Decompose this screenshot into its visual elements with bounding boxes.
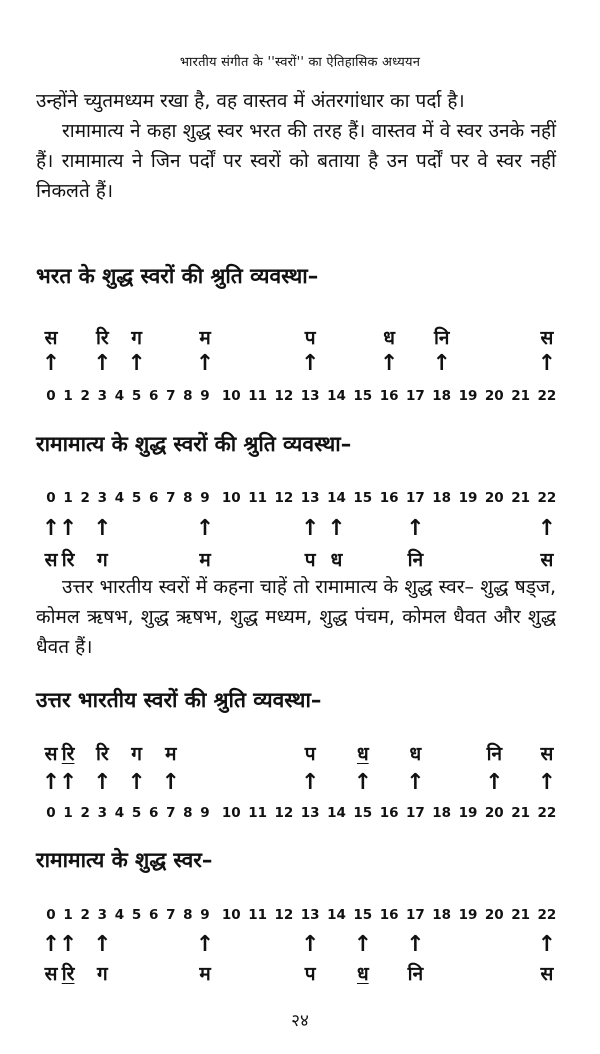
uttar-arrow-row: [0, 770, 600, 800]
ramamatya-final-swara-label: ध: [356, 963, 369, 985]
uttar-shruti-number: 15: [353, 805, 373, 821]
up-arrow-icon: ↑: [41, 770, 61, 795]
ramamatya-final-shruti-number: 15: [353, 907, 373, 923]
up-arrow-icon: ↑: [195, 351, 215, 376]
uttar-shruti-number: 14: [327, 805, 346, 821]
uttar-swara-label: म: [165, 743, 177, 765]
bharat-shruti-number: 14: [327, 388, 346, 404]
bharat-shruti-number: 4: [114, 388, 125, 404]
bharat-swara-label: नि: [433, 327, 450, 349]
ramamatya-final-shruti-number: 5: [131, 907, 142, 923]
ramamatya-final-shruti-number: 13: [300, 907, 320, 923]
ramamatya-shruti-number: 0: [46, 490, 56, 506]
uttar-swara-row: [0, 740, 600, 770]
bharat-shruti-number: 19: [458, 388, 478, 404]
up-arrow-icon: ↑: [300, 932, 320, 957]
ramamatya-final-shruti-number: 20: [484, 907, 504, 923]
up-arrow-icon: ↑: [195, 932, 215, 957]
ramamatya-swara-label: ध: [330, 549, 343, 571]
uttar-shruti-number: 10: [221, 805, 241, 821]
heading-bharat-shruti: भरत के शुद्ध स्वरों की श्रुति व्यवस्था–: [36, 264, 319, 288]
ramamatya-shruti-number: 13: [300, 490, 320, 506]
bharat-shruti-number: 13: [300, 388, 320, 404]
paragraph-3: [36, 572, 556, 662]
uttar-shruti-number: 16: [379, 805, 399, 821]
paragraph-1-text: उन्होंने च्युतमध्यम रखा है, वह वास्तव में अंतरगांधार का पर्दा है।: [36, 90, 465, 112]
up-arrow-icon: ↑: [161, 770, 180, 795]
ramamatya-swara-label: नि: [407, 549, 424, 571]
paragraph-3-text: उत्तर भारतीय स्वरों में कहना चाहें तो रामामात्य के शुद्ध स्वर– शुद्ध षड्ज, कोमल ऋषभ, शुद्ध ऋषभ, शुद्ध मध्यम, शुद्ध पंचम, कोमल धैवत और शुद्ध धैवत हैं।: [36, 576, 556, 658]
bharat-shruti-number: 12: [274, 388, 294, 404]
bharat-shruti-number: 8: [183, 388, 193, 404]
uttar-shruti-number: 19: [458, 805, 478, 821]
bharat-swara-label: स: [540, 327, 554, 349]
ramamatya-shruti-number: 5: [131, 490, 142, 506]
up-arrow-icon: ↑: [537, 351, 557, 376]
ramamatya-final-shruti-number: 0: [46, 907, 56, 923]
bharat-swara-label: रि: [95, 327, 109, 349]
up-arrow-icon: ↑: [127, 351, 146, 376]
bharat-shruti-number: 21: [511, 388, 530, 404]
uttar-shruti-number: 6: [148, 805, 159, 821]
ramamatya-shruti-number: 2: [80, 490, 90, 506]
up-arrow-icon: ↑: [327, 516, 346, 541]
bharat-shruti-number: 1: [63, 388, 73, 404]
bharat-shruti-number: 6: [148, 388, 159, 404]
bharat-shruti-number: 11: [248, 388, 267, 404]
uttar-shruti-number: 20: [484, 805, 504, 821]
up-arrow-icon: ↑: [406, 770, 425, 795]
ramamatya-final-shruti-number: 19: [458, 907, 478, 923]
uttar-swara-label: स: [540, 743, 554, 765]
uttar-swara-label: रि: [61, 743, 75, 765]
ramamatya-final-shruti-number: 16: [379, 907, 399, 923]
ramamatya-swara-label: स: [44, 549, 58, 571]
uttar-shruti-number: 2: [80, 805, 90, 821]
ramamatya-final-shruti-number: 12: [274, 907, 294, 923]
ramamatya-final-shruti-number: 4: [114, 907, 125, 923]
ramamatya-shruti-number: 16: [379, 490, 399, 506]
uttar-shruti-number: 12: [274, 805, 294, 821]
uttar-swara-label: ग: [131, 743, 142, 765]
running-header: भारतीय संगीत के ''स्वरों'' का ऐतिहासिक अध्ययन: [179, 55, 421, 70]
up-arrow-icon: ↑: [41, 351, 61, 376]
ramamatya-shruti-number: 18: [432, 490, 452, 506]
bharat-shruti-number: 17: [405, 388, 425, 404]
up-arrow-icon: ↑: [93, 770, 112, 795]
ramamatya-final-swara-label: नि: [407, 963, 424, 985]
ramamatya-final-swara-label: रि: [61, 963, 75, 985]
ramamatya-final-shruti-number: 9: [200, 907, 210, 923]
bharat-swara-row: [0, 324, 600, 354]
heading-ramamatya-shruti: रामामात्य के शुद्ध स्वरों की श्रुति व्यवस्था–: [36, 432, 352, 456]
ramamatya-final-shruti-number: 3: [97, 907, 108, 923]
ramamatya-final-swara-label: स: [44, 963, 58, 985]
ramamatya-shruti-number: 6: [148, 490, 159, 506]
ramamatya-shruti-number: 21: [511, 490, 530, 506]
up-arrow-icon: ↑: [485, 770, 504, 795]
ramamatya-final-shruti-number: 22: [537, 907, 557, 923]
up-arrow-icon: ↑: [41, 516, 61, 541]
bharat-shruti-number: 2: [80, 388, 90, 404]
ramamatya-shruti-number: 11: [248, 490, 267, 506]
ramamatya-shruti-number: 8: [183, 490, 193, 506]
up-arrow-icon: ↑: [93, 351, 112, 376]
ramamatya-final-shruti-number: 21: [511, 907, 530, 923]
ramamatya-shruti-number: 7: [166, 490, 176, 506]
up-arrow-icon: ↑: [195, 516, 215, 541]
uttar-swara-label: प: [304, 743, 316, 765]
up-arrow-icon: ↑: [432, 351, 451, 376]
ramamatya-shruti-number: 3: [97, 490, 108, 506]
bharat-shruti-number: 10: [221, 388, 241, 404]
ramamatya-final-shruti-number: 11: [248, 907, 267, 923]
page-number: २४: [291, 1011, 309, 1031]
heading-ramamatya-swara: रामामात्य के शुद्ध स्वर–: [36, 848, 213, 872]
bharat-swara-label: म: [199, 327, 211, 349]
uttar-shruti-number: 7: [166, 805, 176, 821]
uttar-shruti-number: 0: [46, 805, 56, 821]
heading-uttar-shruti: उत्तर भारतीय स्वरों की श्रुति व्यवस्था–: [36, 688, 322, 712]
bharat-arrow-row: [0, 351, 600, 381]
bharat-shruti-number: 5: [131, 388, 142, 404]
bharat-shruti-number: 3: [97, 388, 108, 404]
uttar-swara-label: स: [44, 743, 58, 765]
ramamatya-shruti-number: 4: [114, 490, 125, 506]
up-arrow-icon: ↑: [58, 932, 78, 957]
ramamatya-shruti-number: 1: [63, 490, 73, 506]
uttar-shruti-number: 5: [131, 805, 142, 821]
bharat-shruti-number: 0: [46, 388, 56, 404]
uttar-swara-label: ध: [409, 743, 422, 765]
bharat-number-row: [0, 388, 600, 418]
bharat-shruti-number: 18: [432, 388, 452, 404]
ramamatya-final-shruti-number: 1: [63, 907, 73, 923]
ramamatya-final-swara-row: [0, 960, 600, 990]
up-arrow-icon: ↑: [93, 932, 112, 957]
bharat-swara-label: ग: [131, 327, 142, 349]
ramamatya-final-shruti-number: 10: [221, 907, 241, 923]
up-arrow-icon: ↑: [300, 351, 320, 376]
up-arrow-icon: ↑: [93, 516, 112, 541]
ramamatya-shruti-number: 14: [327, 490, 346, 506]
ramamatya-swara-label: म: [199, 549, 211, 571]
ramamatya-shruti-number: 19: [458, 490, 478, 506]
ramamatya-final-swara-label: म: [199, 963, 211, 985]
bharat-shruti-number: 7: [166, 388, 176, 404]
bharat-swara-label: प: [304, 327, 316, 349]
ramamatya-shruti-number: 9: [200, 490, 210, 506]
up-arrow-icon: ↑: [406, 932, 425, 957]
ramamatya-shruti-number: 20: [484, 490, 504, 506]
ramamatya-final-swara-label: प: [304, 963, 316, 985]
up-arrow-icon: ↑: [127, 770, 146, 795]
uttar-number-row: [0, 805, 600, 835]
ramamatya-final-shruti-number: 7: [166, 907, 176, 923]
uttar-shruti-number: 11: [248, 805, 267, 821]
uttar-shruti-number: 17: [405, 805, 425, 821]
bharat-shruti-number: 9: [200, 388, 210, 404]
ramamatya-shruti-number: 10: [221, 490, 241, 506]
ramamatya-final-shruti-number: 18: [432, 907, 452, 923]
up-arrow-icon: ↑: [537, 770, 557, 795]
ramamatya-final-swara-label: ग: [96, 963, 108, 985]
ramamatya-final-shruti-number: 8: [183, 907, 193, 923]
ramamatya-shruti-number: 12: [274, 490, 294, 506]
bharat-shruti-number: 16: [379, 388, 399, 404]
up-arrow-icon: ↑: [537, 516, 557, 541]
uttar-shruti-number: 22: [537, 805, 557, 821]
uttar-shruti-number: 3: [97, 805, 108, 821]
uttar-shruti-number: 1: [63, 805, 73, 821]
bharat-shruti-number: 15: [353, 388, 373, 404]
up-arrow-icon: ↑: [353, 770, 373, 795]
ramamatya-final-shruti-number: 2: [80, 907, 90, 923]
uttar-shruti-number: 8: [183, 805, 193, 821]
bharat-swara-label: ध: [383, 327, 395, 349]
bharat-shruti-number: 20: [484, 388, 504, 404]
uttar-shruti-number: 21: [511, 805, 530, 821]
uttar-shruti-number: 13: [300, 805, 320, 821]
ramamatya-final-arrow-row: [0, 932, 600, 962]
paragraph-2-text: रामामात्य ने कहा शुद्ध स्वर भरत की तरह हैं। वास्तव में वे स्वर उनके नहीं हैं। रामामात्य ने जिन पर्दों पर स्वरों को बताया है उन पर्दों पर वे स्वर नहीं निकलते हैं।: [36, 120, 556, 202]
up-arrow-icon: ↑: [41, 932, 61, 957]
uttar-swara-label: नि: [486, 743, 503, 765]
ramamatya-final-shruti-number: 17: [405, 907, 425, 923]
up-arrow-icon: ↑: [58, 770, 78, 795]
bharat-swara-label: स: [44, 327, 58, 349]
ramamatya-final-shruti-number: 6: [148, 907, 159, 923]
up-arrow-icon: ↑: [406, 516, 425, 541]
ramamatya-swara-label: रि: [61, 549, 75, 571]
uttar-shruti-number: 9: [200, 805, 210, 821]
uttar-swara-label: रि: [95, 743, 109, 765]
up-arrow-icon: ↑: [300, 770, 320, 795]
up-arrow-icon: ↑: [353, 932, 373, 957]
ramamatya-swara-label: प: [304, 549, 316, 571]
ramamatya-swara-label: स: [540, 549, 554, 571]
paragraph-1: [36, 86, 556, 206]
up-arrow-icon: ↑: [300, 516, 320, 541]
ramamatya-final-swara-label: स: [540, 963, 554, 985]
uttar-swara-label: ध: [356, 743, 369, 765]
up-arrow-icon: ↑: [379, 351, 399, 376]
uttar-shruti-number: 4: [114, 805, 125, 821]
up-arrow-icon: ↑: [58, 516, 78, 541]
ramamatya-arrow-row: [0, 516, 600, 546]
bharat-shruti-number: 22: [537, 388, 557, 404]
up-arrow-icon: ↑: [537, 932, 557, 957]
ramamatya-shruti-number: 17: [405, 490, 425, 506]
ramamatya-swara-label: ग: [96, 549, 108, 571]
ramamatya-final-shruti-number: 14: [327, 907, 346, 923]
ramamatya-shruti-number: 22: [537, 490, 557, 506]
ramamatya-shruti-number: 15: [353, 490, 373, 506]
uttar-shruti-number: 18: [432, 805, 452, 821]
